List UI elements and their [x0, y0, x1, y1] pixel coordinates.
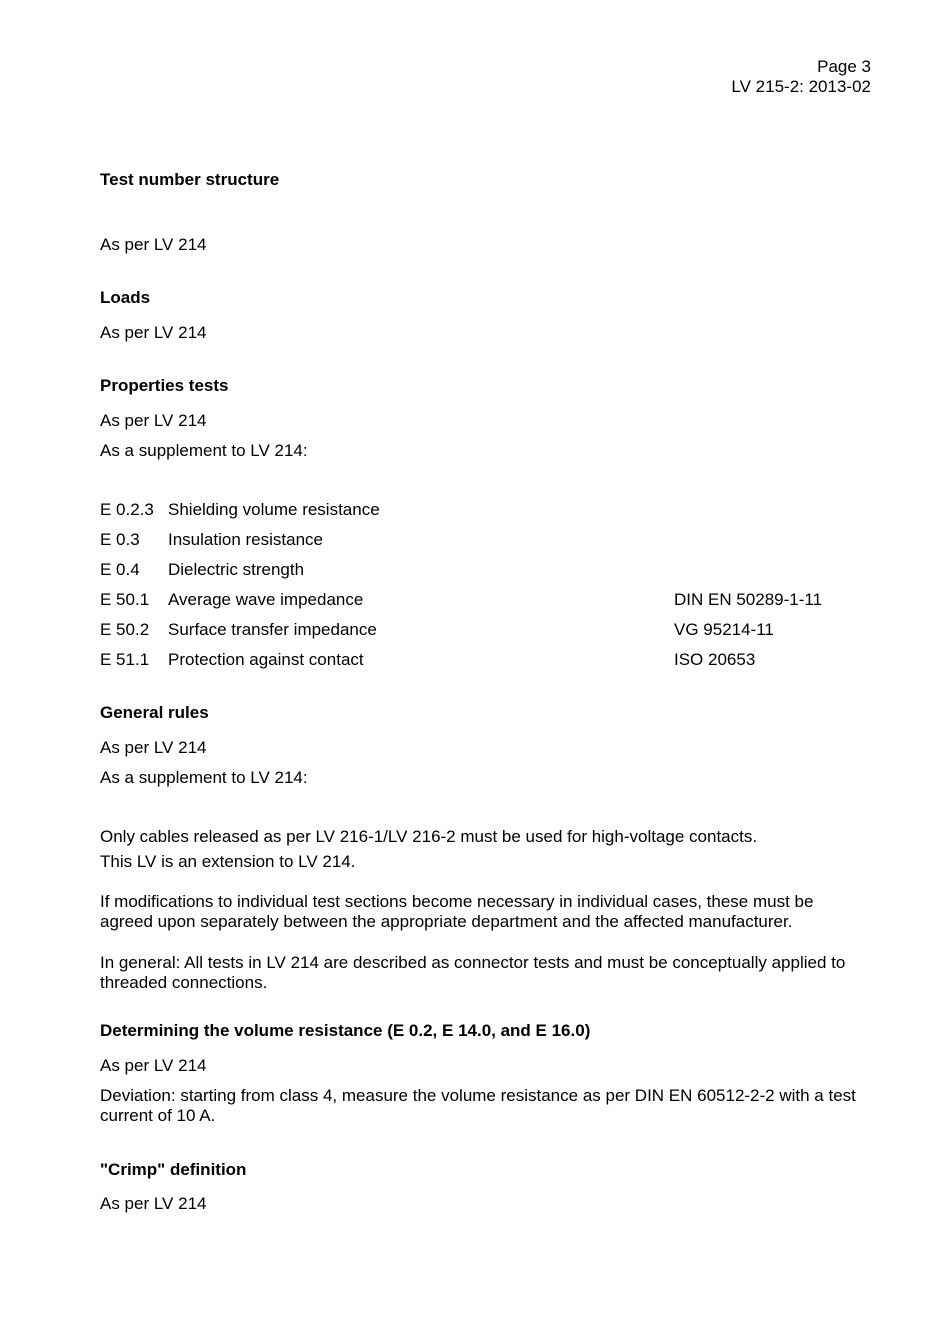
- test-standard-ref: ISO 20653: [674, 650, 756, 669]
- test-code: E 0.4: [100, 560, 140, 579]
- properties-tests-text: As per LV 214: [100, 411, 207, 430]
- test-code: E 50.2: [100, 620, 150, 639]
- test-code: E 50.1: [100, 590, 150, 609]
- heading-crimp-definition: "Crimp" definition: [100, 1160, 247, 1179]
- test-name: Average wave impedance: [168, 590, 364, 609]
- volume-resistance-text: As per LV 214: [100, 1056, 207, 1075]
- test-name: Insulation resistance: [168, 530, 323, 549]
- test-code: E 0.3: [100, 530, 140, 549]
- properties-tests-supplement: As a supplement to LV 214:: [100, 441, 308, 460]
- general-rules-text: As per LV 214: [100, 738, 207, 757]
- test-name: Shielding volume resistance: [168, 500, 380, 519]
- test-number-structure-text: As per LV 214: [100, 235, 207, 254]
- test-code: E 0.2.3: [100, 500, 154, 519]
- test-name: Dielectric strength: [168, 560, 305, 579]
- volume-resistance-deviation: Deviation: starting from class 4, measure the volume resistance as per DIN EN 60512-2-2 with a test current of 10 A.: [100, 1086, 856, 1125]
- test-name: Surface transfer impedance: [168, 620, 377, 639]
- test-name: Protection against contact: [168, 650, 364, 669]
- heading-test-number-structure: Test number structure: [100, 170, 280, 189]
- general-rules-supplement: As a supplement to LV 214:: [100, 768, 308, 787]
- general-rules-paragraph: In general: All tests in LV 214 are described as connector tests and must be conceptually applied to threaded connections.: [100, 953, 846, 992]
- heading-properties-tests: Properties tests: [100, 376, 229, 395]
- crimp-definition-text: As per LV 214: [100, 1194, 207, 1213]
- general-rules-paragraph: If modifications to individual test sections become necessary in individual cases, these must be agreed upon separately between the appropriate department and the affected manufacturer.: [100, 892, 814, 931]
- test-code: E 51.1: [100, 650, 150, 669]
- document-id: LV 215-2: 2013-02: [731, 77, 871, 96]
- test-standard-ref: VG 95214-11: [674, 620, 774, 639]
- heading-general-rules: General rules: [100, 703, 209, 722]
- test-standard-ref: DIN EN 50289-1-11: [674, 590, 823, 609]
- page-number: Page 3: [817, 57, 871, 76]
- general-rules-paragraph: Only cables released as per LV 216-1/LV 216-2 must be used for high-voltage contacts.: [100, 827, 758, 846]
- heading-loads: Loads: [100, 288, 151, 307]
- heading-volume-resistance: Determining the volume resistance (E 0.2, E 14.0, and E 16.0): [100, 1021, 591, 1040]
- loads-text: As per LV 214: [100, 323, 207, 342]
- general-rules-paragraph: This LV is an extension to LV 214.: [100, 852, 356, 871]
